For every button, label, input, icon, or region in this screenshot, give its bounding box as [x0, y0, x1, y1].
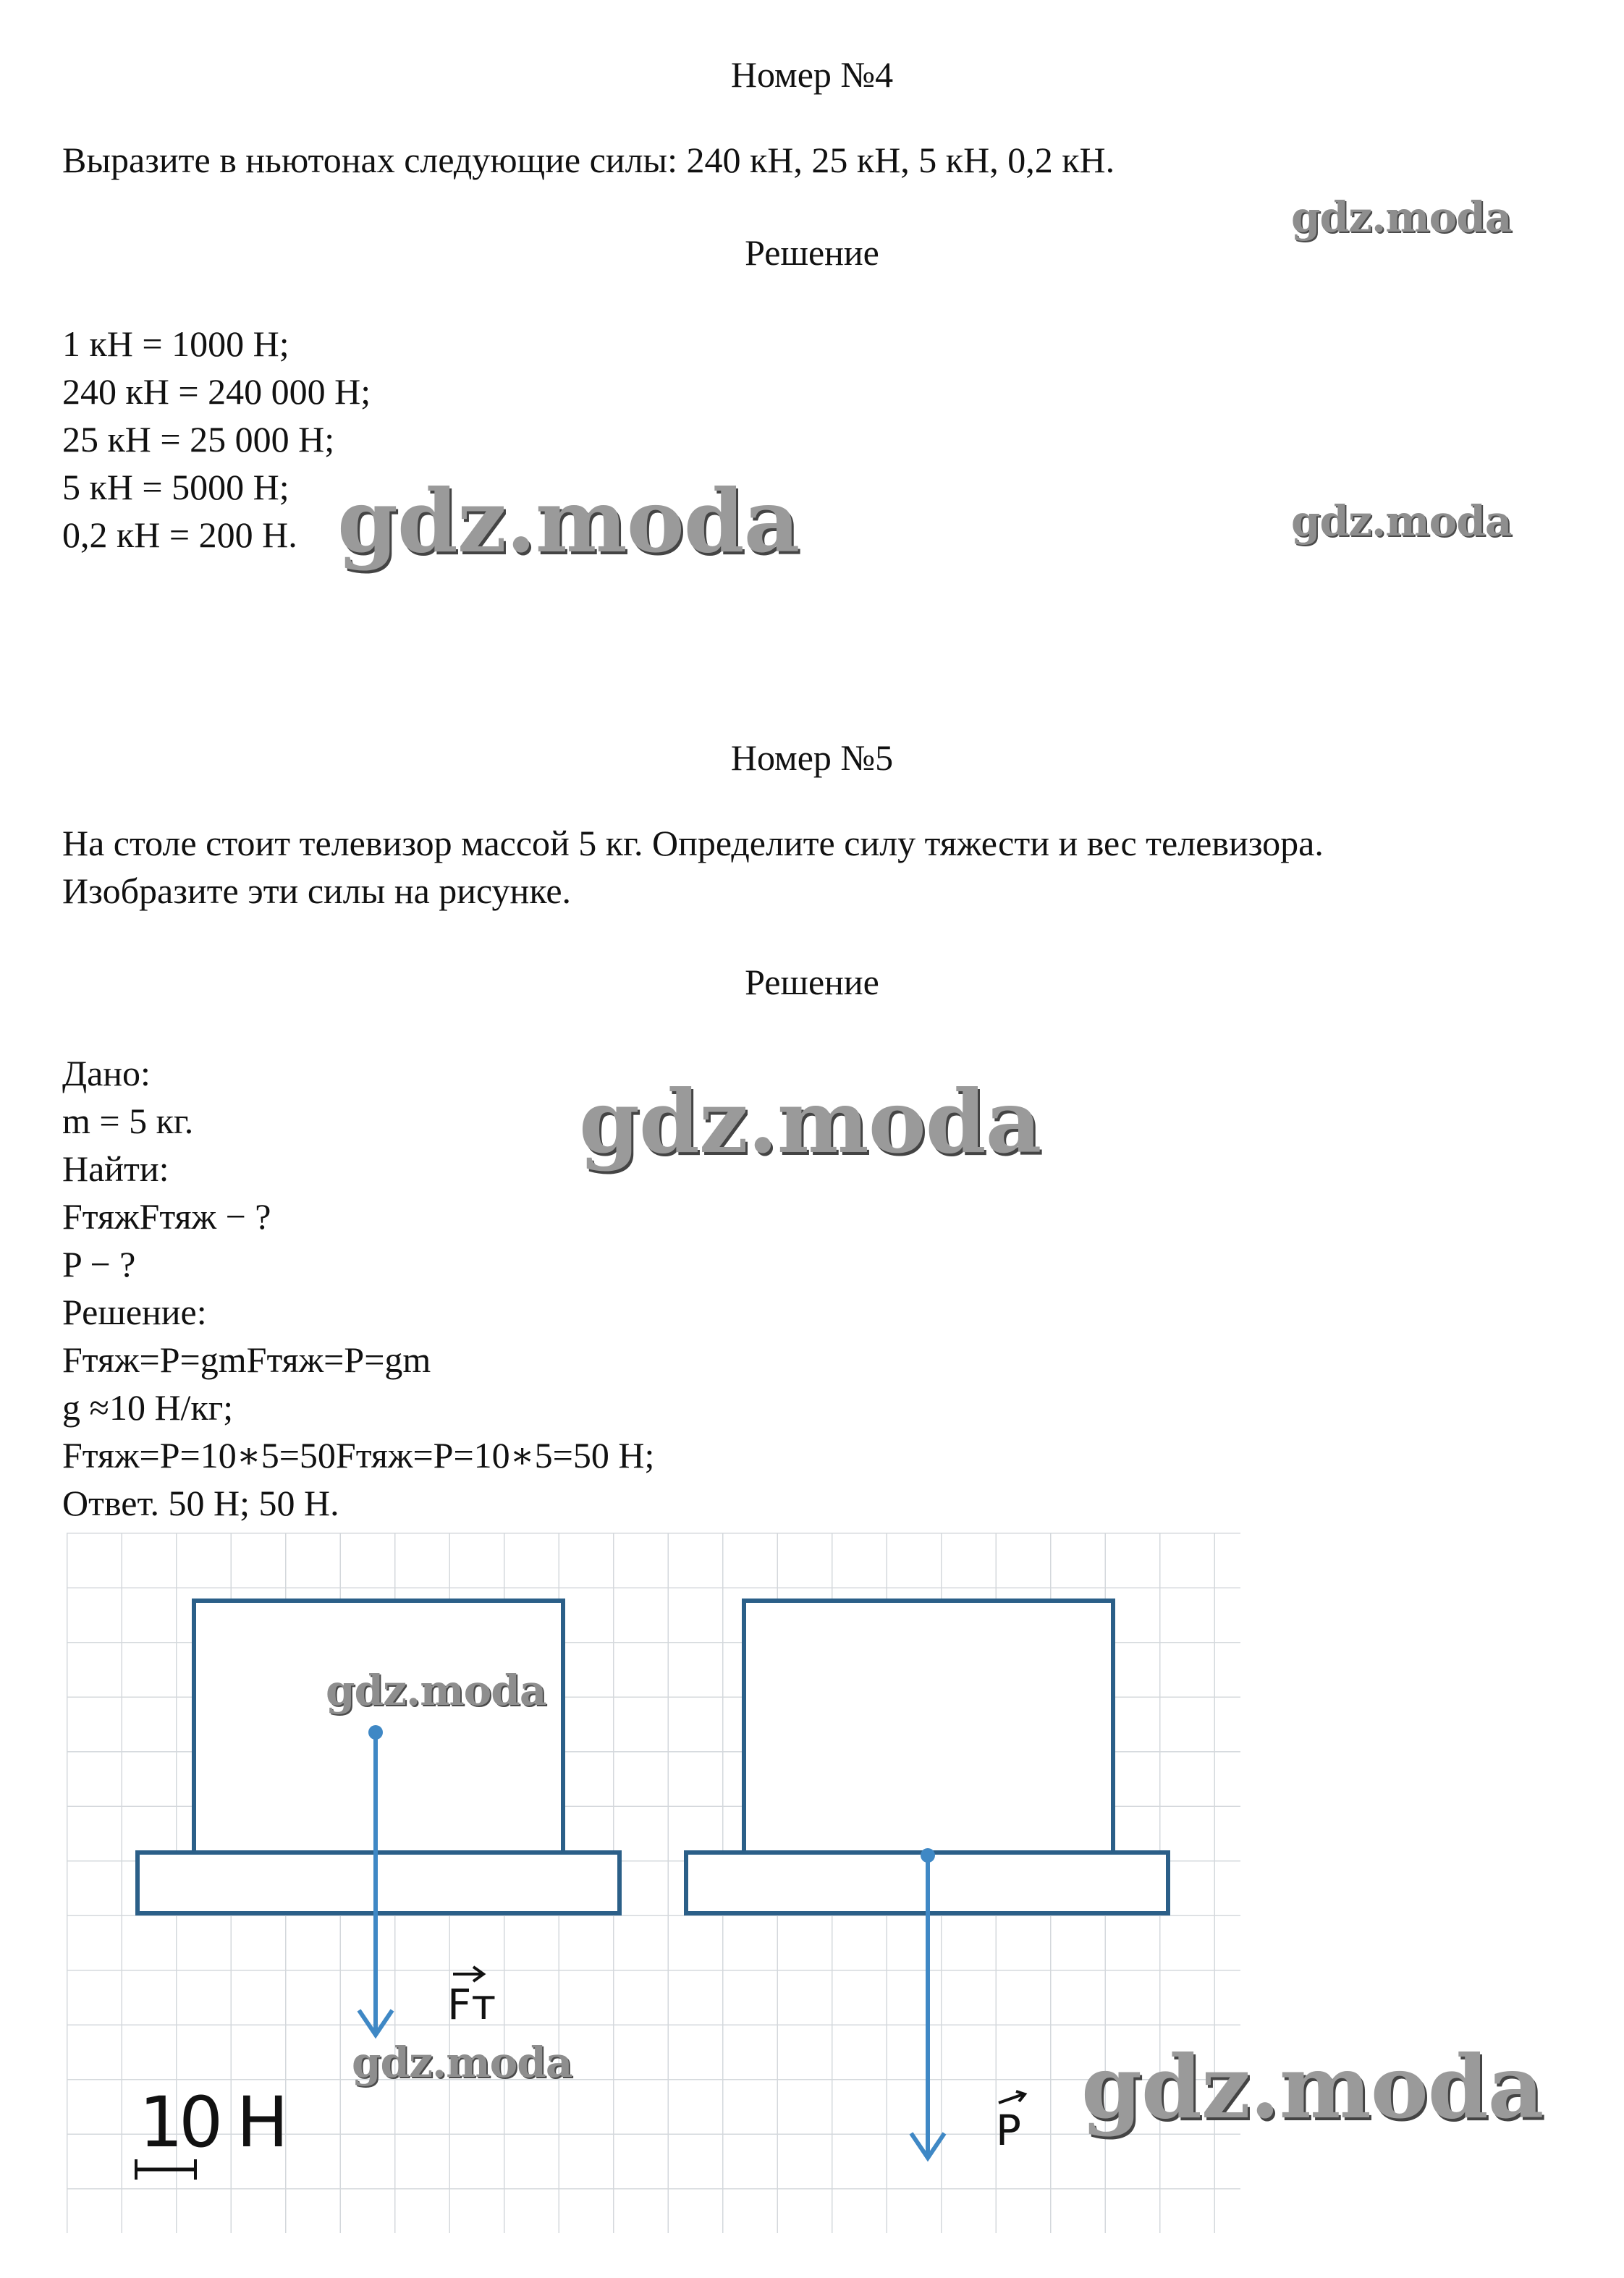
solution-line: 0,2 кН = 200 Н. [62, 515, 297, 555]
weight-label: P [996, 2106, 1021, 2155]
task5-question-line2: Изобразите эти силы на рисунке. [62, 871, 572, 911]
solution-line: Найти: [62, 1148, 169, 1189]
solution-line: Ответ. 50 Н; 50 Н. [62, 1483, 339, 1523]
task5-question-line1: На столе стоит телевизор массой 5 кг. Определите силу тяжести и вес телевизора. [62, 823, 1324, 863]
watermark: gdz.moda [352, 2038, 572, 2087]
scale-label: 10 Н [139, 2082, 284, 2163]
watermark: gdz.moda [579, 1071, 1041, 1173]
watermark: gdz.moda [1291, 192, 1512, 242]
task4-heading: Номер №4 [730, 54, 894, 95]
solution-line: Fтяж=P=gmFтяж=P=gm [62, 1339, 431, 1380]
solution-line: Дано: [62, 1053, 151, 1093]
watermark: gdz.moda [1081, 2036, 1544, 2138]
task4-question: Выразите в ньютонах следующие силы: 240 кН, 25 кН, 5 кН, 0,2 кН. [62, 140, 1115, 180]
solution-line: 1 кН = 1000 Н; [62, 323, 289, 364]
solution-line: Fтяж=P=10∗5=50Fтяж=P=10∗5=50 Н; [62, 1435, 655, 1475]
task5-solution-heading: Решение [745, 962, 879, 1002]
solution-line: 5 кН = 5000 Н; [62, 467, 289, 507]
task5-heading: Номер №5 [730, 737, 894, 778]
watermark: gdz.moda [1291, 496, 1512, 546]
solution-line: 25 кН = 25 000 Н; [62, 419, 335, 460]
solution-line: m = 5 кг. [62, 1101, 194, 1141]
gravity-label: Fт [447, 1980, 496, 2029]
watermark: gdz.moda [326, 1666, 546, 1715]
solution-line: FтяжFтяж − ? [62, 1196, 271, 1237]
table-left [138, 1853, 619, 1913]
solution-line: Решение: [62, 1292, 207, 1332]
solution-line: P − ? [62, 1244, 136, 1284]
solution-line: 240 кН = 240 000 Н; [62, 371, 371, 412]
task4-solution-heading: Решение [745, 232, 879, 273]
solution-line: g ≈10 Н/кг; [62, 1387, 234, 1428]
tv-box-right [744, 1601, 1113, 1853]
force-diagram [67, 1533, 1240, 2233]
watermark: gdz.moda [337, 470, 800, 572]
